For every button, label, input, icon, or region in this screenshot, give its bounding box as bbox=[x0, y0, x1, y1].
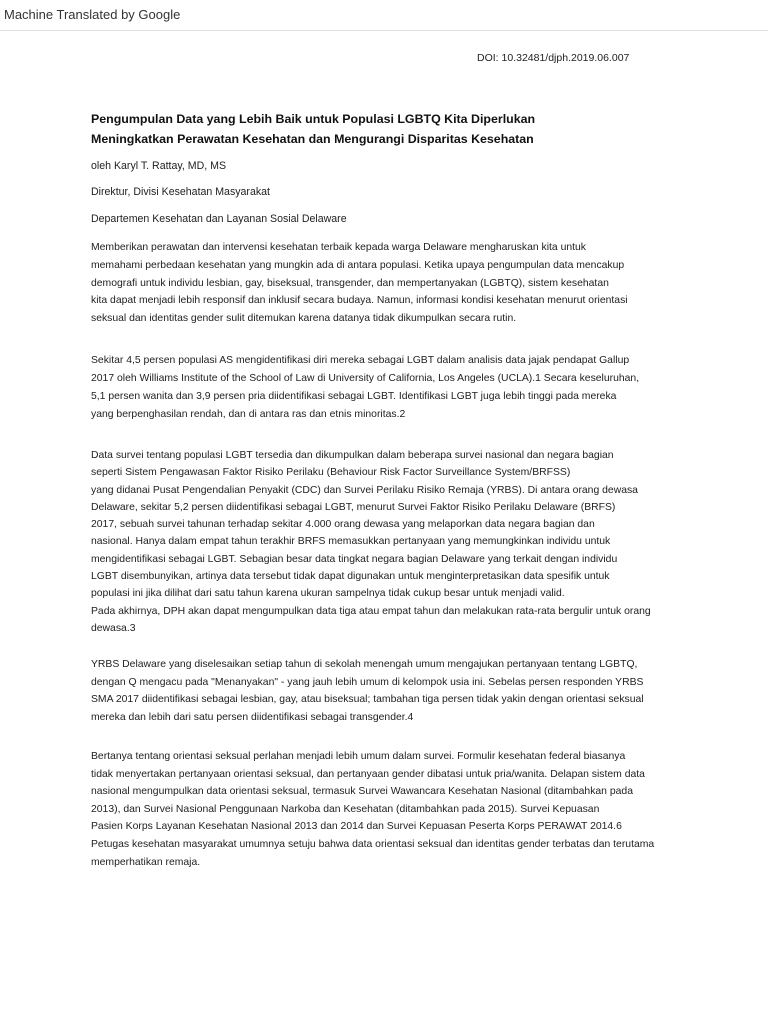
text-line: memahami perbedaan kesehatan yang mungkin ada di antara populasi. Ketika upaya pengumpulan data mencakup bbox=[91, 259, 625, 271]
doi-text: DOI: 10.32481/djph.2019.06.007 bbox=[477, 52, 630, 64]
text-line: 2013), dan Survei Nasional Penggunaan Narkoba dan Kesehatan (ditambahkan pada 2015). Survei Kepuasan bbox=[91, 803, 600, 815]
text-line: dewasa.3 bbox=[91, 622, 136, 634]
text-line: mereka dan lebih dari satu persen diidentifikasi sebagai transgender.4 bbox=[91, 711, 414, 723]
text-line: LGBT disembunyikan, artinya data tersebut tidak dapat digunakan untuk menginterpretasikan data spesifik untuk bbox=[91, 571, 610, 583]
text-line: Pasien Korps Layanan Kesehatan Nasional 2013 dan 2014 dan Survei Kepuasan Peserta Korps PERAWAT 2014.6 bbox=[91, 821, 622, 833]
translation-banner bbox=[0, 0, 768, 31]
position-line: Direktur, Divisi Kesehatan Masyarakat bbox=[91, 186, 270, 198]
title-line: Meningkatkan Perawatan Kesehatan dan Mengurangi Disparitas Kesehatan bbox=[91, 132, 534, 146]
text-line: populasi ini jika dilihat dari satu tahun karena ukuran sampelnya tidak cukup besar untuk menjadi valid. bbox=[91, 588, 565, 600]
text-line: yang didanai Pusat Pengendalian Penyakit (CDC) dan Survei Perilaku Risiko Remaja (YRBS). Di antara orang dewasa bbox=[91, 484, 638, 496]
text-line: 2017, sebuah survei tahunan terhadap sekitar 4.000 orang dewasa yang melaporkan data negara bagian dan bbox=[91, 519, 595, 531]
paragraph-5 bbox=[91, 748, 654, 871]
text-line: 5,1 persen wanita dan 3,9 persen pria diidentifikasi sebagai LGBT. Identifikasi LGBT juga lebih tinggi pada mereka bbox=[91, 391, 617, 402]
text-line: dengan Q mengacu pada "Menanyakan" - yang jauh lebih umum di kelompok usia ini. Sebelas persen responden YRBS bbox=[91, 676, 644, 688]
text-line: seksual dan identitas gender sulit ditemukan karena datanya tidak dikumpulkan secara rutin. bbox=[91, 313, 517, 325]
text-line: memperhatikan remaja. bbox=[91, 856, 201, 868]
text-line: nasional. Hanya dalam empat tahun terakhir BRFS memasukkan pertanyaan yang memungkinkan individu untuk bbox=[91, 536, 611, 548]
text-line: Pada akhirnya, DPH akan dapat mengumpulkan data tiga atau empat tahun dan melakukan rata-rata bergulir untuk orang bbox=[91, 605, 651, 617]
text-line: Sekitar 4,5 persen populasi AS mengidentifikasi diri mereka sebagai LGBT dalam analisis data jajak pendapat Gallup bbox=[91, 355, 630, 366]
text-line: Delaware, sekitar 5,2 persen diidentifikasi sebagai LGBT, menurut Survei Faktor Risiko Perilaku Delaware (BRFS) bbox=[91, 501, 616, 513]
text-line: kita dapat menjadi lebih responsif dan inklusif secara budaya. Namun, informasi kondisi kesehatan menurut orientasi bbox=[91, 295, 628, 307]
text-line: mengidentifikasi sebagai LGBT. Sebagian besar data tingkat negara bagian Delaware yang terkait dengan individu bbox=[91, 553, 618, 565]
document-title bbox=[91, 109, 691, 149]
text-line: Bertanya tentang orientasi seksual perlahan menjadi lebih umum dalam survei. Formulir kesehatan federal biasanya bbox=[91, 751, 626, 762]
paragraph-2 bbox=[91, 352, 639, 424]
text-line: tidak menyertakan pertanyaan orientasi seksual, dan pertanyaan gender dibatasi untuk pria/wanita. Delapan sistem data bbox=[91, 768, 645, 780]
text-line: YRBS Delaware yang diselesaikan setiap tahun di sekolah menengah umum mengajukan pertanyaan tentang LGBTQ, bbox=[91, 659, 638, 670]
author-line: oleh Karyl T. Rattay, MD, MS bbox=[91, 160, 227, 172]
machine-translated-label: Machine Translated by Google bbox=[4, 7, 181, 22]
title-line: Pengumpulan Data yang Lebih Baik untuk Populasi LGBTQ Kita Diperlukan bbox=[91, 112, 536, 126]
text-line: demografi untuk individu lesbian, gay, biseksual, transgender, dan mempertanyakan (LGBTQ), sistem kesehatan bbox=[91, 277, 609, 289]
text-line: Petugas kesehatan masyarakat umumnya setuju bahwa data orientasi seksual dan identitas gender terbatas dan terutama bbox=[91, 838, 655, 850]
text-line: Data survei tentang populasi LGBT tersedia dan dikumpulkan dalam beberapa survei nasional dan negara bagian bbox=[91, 450, 614, 461]
text-line: seperti Sistem Pengawasan Faktor Risiko Perilaku (Behaviour Risk Factor Surveillance System/BRFSS) bbox=[91, 467, 571, 479]
department-line: Departemen Kesehatan dan Layanan Sosial Delaware bbox=[91, 213, 347, 225]
paragraph-3 bbox=[91, 447, 651, 637]
text-line: 2017 oleh Williams Institute of the School of Law di University of California, Los Angeles (UCLA).1 Secara keseluruhan, bbox=[91, 373, 640, 384]
paragraph-1 bbox=[91, 239, 628, 328]
text-line: yang berpenghasilan rendah, dan di antara ras dan etnis minoritas.2 bbox=[91, 409, 406, 420]
paragraph-4 bbox=[91, 656, 644, 726]
text-line: SMA 2017 diidentifikasi sebagai lesbian, gay, atau biseksual; tambahan tiga persen tidak yakin dengan orientasi seksual bbox=[91, 694, 644, 706]
text-line: nasional mengumpulkan data orientasi seksual, termasuk Survei Wawancara Kesehatan Nasional (ditambahkan pada bbox=[91, 786, 633, 798]
text-line: Memberikan perawatan dan intervensi kesehatan terbaik kepada warga Delaware mengharuskan kita untuk bbox=[91, 242, 586, 253]
